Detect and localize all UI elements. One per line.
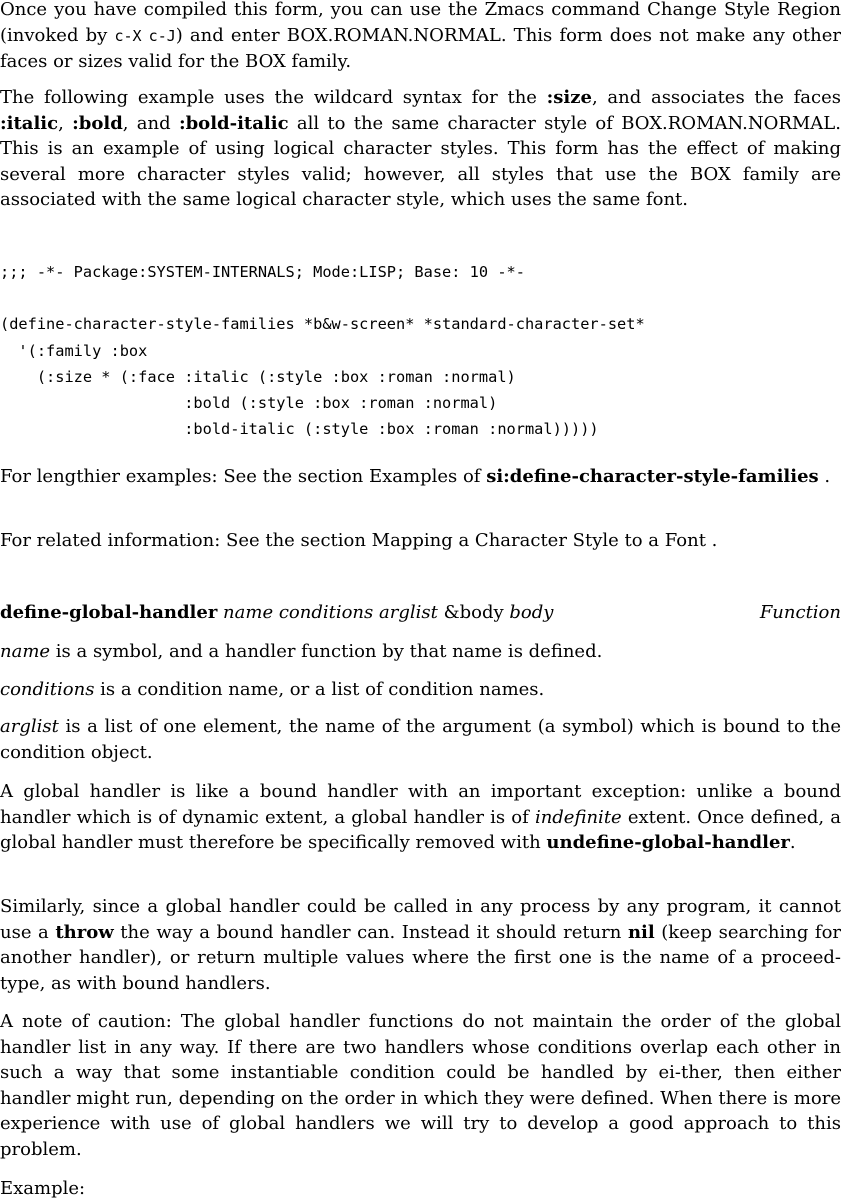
paragraph-global-handler-extent: A global handler is like a bound handler with an important exception: unlike a bound handler which is of dynamic extent, a global handler is of indefinite extent. Once defined, a global handler must therefore be specifically removed with undefine-global-handler. bbox=[0, 781, 842, 854]
keyword-bold-italic: :bold-italic bbox=[178, 112, 289, 134]
cross-reference-function: si:define-character-style-families bbox=[486, 466, 819, 487]
paragraph-conditions-arg: conditions is a condition name, or a list of condition names. bbox=[0, 679, 545, 700]
paragraph-caution: A note of caution: The global handler functions do not maintain the order of the global handler list in any way. If there are two handlers whose conditions overlap each other in such a way that some instantiable condition could be handled by ei-ther, then either handler might run, depending on the order in which they were defined. When there is more experience with use of global handlers we will try to develop a good approach to this problem. bbox=[0, 1011, 841, 1160]
keyword-size: :size bbox=[546, 87, 592, 108]
paragraph-change-style: Once you have compiled this form, you can use the Zmacs command Change Style Region (invoked by c-X c-J) and enter BOX.ROMAN.NORMAL. This form does not make any other faces or sizes valid for the BOX family. bbox=[0, 0, 841, 73]
function-signature bbox=[0, 600, 841, 626]
code-line: ;;; -*- Package:SYSTEM-INTERNALS; Mode:LISP; Base: 10 -*- bbox=[0, 263, 525, 281]
paragraph-arglist-arg: arglist is a list of one element, the name of the argument (a symbol) which is bound to the condition object. bbox=[0, 716, 841, 763]
code-line: (define-character-style-families *b&w-screen* *standard-character-set* bbox=[0, 315, 645, 334]
entry-kind: Function bbox=[759, 602, 841, 623]
paragraph-related-information: For related information: See the section Mapping a Character Style to a Font . bbox=[0, 530, 718, 551]
paragraph-throw-note: Similarly, since a global handler could be called in any process by any program, it cannot use a throw the way a bound handler can. Instead it should return nil (keep searching for another handler), or return multiple values where the first one is the name of a proceed-type, as with bound handlers. bbox=[0, 896, 842, 994]
code-line: '(:family :box bbox=[0, 341, 148, 360]
code-example bbox=[0, 259, 645, 442]
keystroke-c-j: c-J bbox=[148, 26, 176, 45]
paragraph-example-label: Example: bbox=[0, 1178, 86, 1199]
keyword-bold: :bold bbox=[72, 112, 123, 134]
code-line: :bold-italic (:style :box :roman :normal))))) bbox=[0, 420, 599, 439]
keyword-italic: :italic bbox=[0, 112, 59, 134]
paragraph-wildcard-example: The following example uses the wildcard syntax for the :size, and associates the faces :italic, :bold, and :bold-italic all to the same character style of BOX.ROMAN.NORMAL. This is an example of using logical character styles. This form has the effect of making several more character styles valid; however, all styles that use the BOX family are associated with the same logical character style, which uses the same font. bbox=[0, 87, 841, 211]
function-arguments: name conditions arglist bbox=[217, 602, 444, 623]
paragraph-name-arg: name is a symbol, and a handler function by that name is defined. bbox=[0, 641, 603, 662]
code-line: :bold (:style :box :roman :normal) bbox=[0, 394, 498, 413]
code-line: (:size * (:face :italic (:style :box :roman :normal) bbox=[0, 367, 516, 386]
function-name: define-global-handler bbox=[0, 602, 218, 623]
undefine-global-handler-reference: undefine-global-handler bbox=[546, 832, 790, 854]
body-keyword: &body bbox=[443, 602, 504, 623]
body-argument: body bbox=[503, 602, 554, 623]
keystroke-c-x: c-X bbox=[114, 26, 142, 45]
paragraph-lengthier-examples: For lengthier examples: See the section Examples of si:define-character-style-families . bbox=[0, 466, 831, 487]
